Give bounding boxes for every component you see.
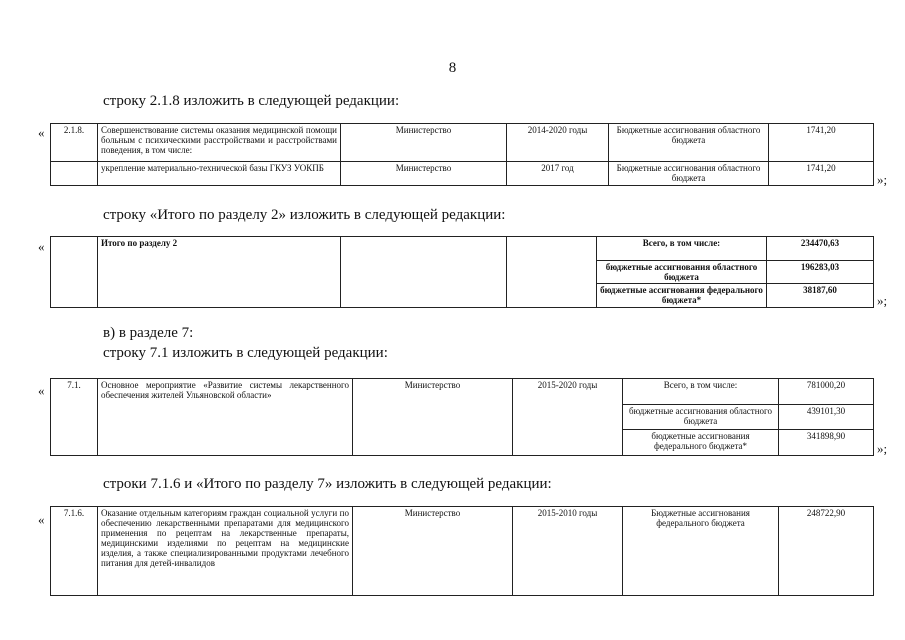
- intro-total-section-2: строку «Итого по разделу 2» изложить в следующей редакции:: [103, 207, 506, 223]
- intro-row-7-1-6: строки 7.1.6 и «Итого по разделу 7» изложить в следующей редакции:: [103, 476, 552, 492]
- cell-num: 7.1.6.: [51, 507, 98, 596]
- table-total-section-2: [50, 236, 874, 308]
- cell-source: Всего, в том числе:: [623, 379, 779, 405]
- table-row: [51, 237, 874, 261]
- cell-amount: 439101,30: [779, 405, 874, 430]
- cell-source: бюджетные ассигнования федерального бюджета*: [623, 430, 779, 456]
- table-row-2-1-8: [50, 123, 874, 186]
- cell-amount: 1741,20: [769, 162, 874, 186]
- quote-close: »;: [877, 441, 888, 456]
- cell-amount: 196283,03: [767, 261, 874, 284]
- cell-num: [51, 237, 98, 308]
- quote-close: »;: [877, 293, 888, 308]
- quote-open: «: [38, 125, 45, 140]
- table-row: [51, 379, 874, 405]
- cell-executor: [341, 237, 507, 308]
- quote-open: «: [38, 383, 45, 398]
- table-row: [51, 507, 874, 596]
- intro-row-7-1: строку 7.1 изложить в следующей редакции:: [103, 345, 388, 361]
- page-number: 8: [448, 60, 457, 76]
- intro-row-2-1-8: строку 2.1.8 изложить в следующей редакции:: [103, 93, 400, 109]
- cell-source: Всего, в том числе:: [597, 237, 767, 261]
- cell-num: [51, 162, 98, 186]
- cell-amount: 341898,90: [779, 430, 874, 456]
- cell-num: 2.1.8.: [51, 124, 98, 162]
- cell-name: Оказание отдельным категориям граждан социальной услуги по обеспечению лекарственными препаратами для медицинского применения по рецептам на лекарственные препараты, медицинскими изделиями по рецептам на медицинские изделия, а также специализированными продуктами лечебного питания для детей-инвалидов: [98, 507, 353, 596]
- intro-section-7: в) в разделе 7:: [103, 325, 194, 341]
- cell-source: бюджетные ассигнования федерального бюджета*: [597, 284, 767, 308]
- cell-period: 2014-2020 годы: [507, 124, 609, 162]
- cell-name: Итого по разделу 2: [98, 237, 341, 308]
- cell-num: 7.1.: [51, 379, 98, 456]
- cell-name: Совершенствование системы оказания медицинской помощи больным с психическими расстройствами и расстройствами поведения, в том числе:: [98, 124, 341, 162]
- cell-executor: Министерство: [353, 379, 513, 456]
- cell-period: [507, 237, 597, 308]
- quote-open: «: [38, 512, 45, 527]
- cell-source: Бюджетные ассигнования областного бюджета: [609, 162, 769, 186]
- quote-open: «: [38, 239, 45, 254]
- cell-source: Бюджетные ассигнования областного бюджета: [609, 124, 769, 162]
- cell-executor: Министерство: [341, 124, 507, 162]
- cell-amount: 248722,90: [779, 507, 874, 596]
- quote-close: »;: [877, 172, 888, 187]
- cell-period: 2017 год: [507, 162, 609, 186]
- cell-amount: 781000,20: [779, 379, 874, 405]
- cell-source: бюджетные ассигнования областного бюджета: [597, 261, 767, 284]
- cell-source: бюджетные ассигнования областного бюджета: [623, 405, 779, 430]
- table-row-7-1: [50, 378, 874, 456]
- table-row-7-1-6: [50, 506, 874, 596]
- cell-name: Основное мероприятие «Развитие системы лекарственного обеспечения жителей Ульяновской области»: [98, 379, 353, 456]
- cell-amount: 234470,63: [767, 237, 874, 261]
- cell-amount: 1741,20: [769, 124, 874, 162]
- cell-executor: Министерство: [341, 162, 507, 186]
- table-row: [51, 124, 874, 162]
- cell-period: 2015-2010 годы: [513, 507, 623, 596]
- cell-period: 2015-2020 годы: [513, 379, 623, 456]
- cell-name: укрепление материально-технической базы ГКУЗ УОКПБ: [98, 162, 341, 186]
- cell-amount: 38187,60: [767, 284, 874, 308]
- table-row: [51, 162, 874, 186]
- cell-executor: Министерство: [353, 507, 513, 596]
- cell-source: Бюджетные ассигнования федерального бюджета: [623, 507, 779, 596]
